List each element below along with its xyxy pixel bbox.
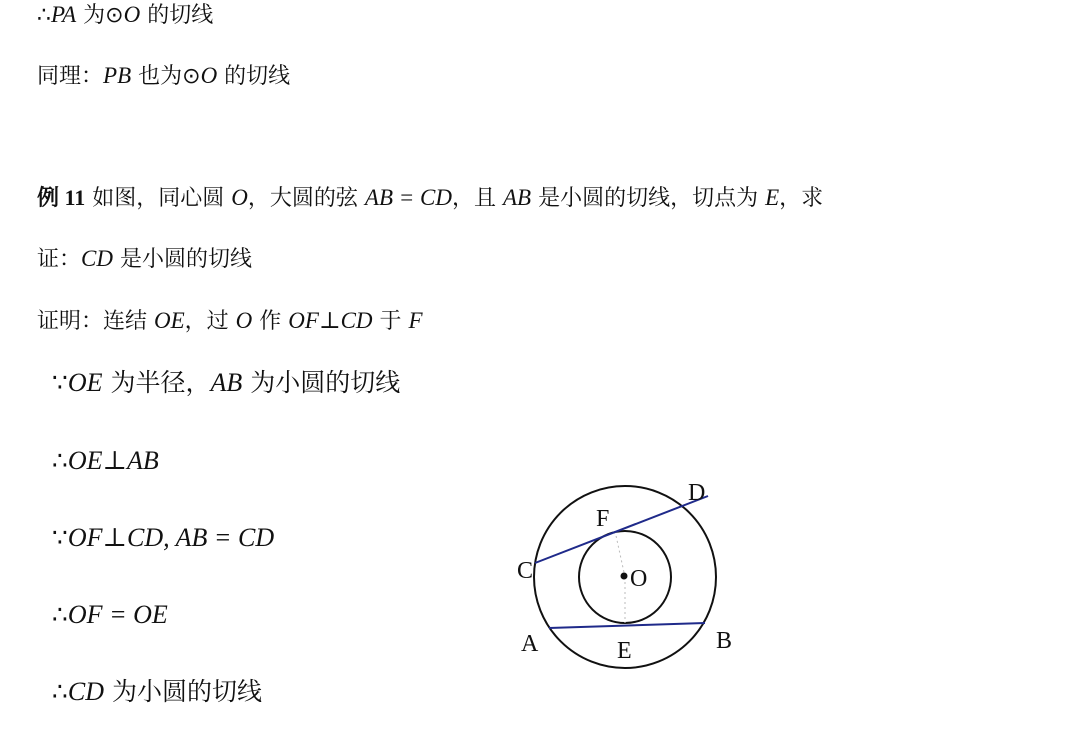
- label-b: B: [716, 628, 733, 654]
- therefore-symbol: ∴: [52, 600, 68, 629]
- text: 是小圆的切线，切点为: [531, 186, 766, 211]
- math-ab: AB: [210, 368, 243, 397]
- math-of-eq-oe: OF = OE: [67, 600, 168, 629]
- statement-pa-tangent: [37, 0, 213, 31]
- text: 于: [372, 309, 409, 334]
- text: 为: [76, 3, 106, 28]
- math-o: O: [235, 308, 253, 333]
- text: ，过: [184, 309, 236, 334]
- statement-pb-tangent: [37, 61, 290, 92]
- math-ab: AB: [503, 185, 532, 210]
- proof-step-4: [52, 598, 168, 632]
- text: 为小圆的切线: [242, 368, 401, 397]
- circle-symbol: ⊙: [182, 64, 201, 89]
- label-e: E: [617, 638, 632, 664]
- text: 为半径，: [102, 368, 211, 397]
- math-o: O: [200, 63, 218, 88]
- label-o: O: [630, 566, 648, 592]
- concentric-circles-diagram: [505, 470, 755, 685]
- math-pb: PB: [103, 63, 132, 88]
- math-pa: PA: [51, 2, 77, 27]
- text: ，求: [779, 186, 824, 211]
- problem-statement-line-2: [37, 244, 252, 275]
- math-o: O: [231, 185, 248, 210]
- center-point-o: [621, 573, 628, 580]
- chord-cd: [535, 496, 708, 563]
- math-oe: OE: [67, 368, 103, 397]
- math-oe-perp-ab: OE⊥AB: [67, 446, 159, 475]
- text: 同理：: [37, 64, 104, 89]
- because-symbol: ∵: [52, 523, 68, 552]
- label-f: F: [596, 506, 610, 532]
- therefore-symbol: ∴: [52, 677, 68, 706]
- math-o: O: [123, 2, 141, 27]
- text: 的切线: [217, 64, 291, 89]
- text: 证明：连结: [37, 309, 154, 334]
- therefore-symbol: ∴: [52, 446, 68, 475]
- math-f: F: [408, 308, 423, 333]
- math-of-perp-cd: OF⊥CD: [288, 308, 373, 333]
- math-cd: CD: [81, 246, 113, 271]
- text: 作: [252, 309, 289, 334]
- text: 也为: [131, 64, 183, 89]
- math-oe: OE: [154, 308, 185, 333]
- circle-symbol: ⊙: [105, 3, 124, 28]
- proof-step-3: [52, 521, 274, 555]
- text: ，且: [452, 186, 503, 211]
- therefore-symbol: ∴: [37, 3, 51, 28]
- text: ，大圆的弦: [247, 186, 365, 211]
- label-d: D: [688, 480, 706, 506]
- math-ab-eq-cd: AB = CD: [364, 185, 452, 210]
- because-symbol: ∵: [52, 368, 68, 397]
- radius-of: [615, 531, 625, 577]
- proof-step-5: [52, 675, 262, 709]
- problem-statement-line-1: [37, 183, 823, 214]
- text: 的切线: [140, 3, 214, 28]
- proof-intro: [37, 306, 423, 337]
- text: 为小圆的切线: [104, 677, 262, 706]
- text: 证：: [37, 247, 82, 272]
- proof-step-1: [52, 366, 400, 400]
- math-e: E: [765, 185, 780, 210]
- proof-step-2: [52, 444, 159, 478]
- math-of-perp-cd-ab-eq-cd: OF⊥CD, AB = CD: [67, 523, 275, 552]
- label-c: C: [517, 558, 534, 584]
- text: 是小圆的切线: [112, 247, 252, 272]
- example-label: 例 11: [37, 185, 86, 210]
- label-a: A: [521, 631, 539, 657]
- math-cd: CD: [67, 677, 105, 706]
- text: 如图，同心圆: [85, 186, 232, 211]
